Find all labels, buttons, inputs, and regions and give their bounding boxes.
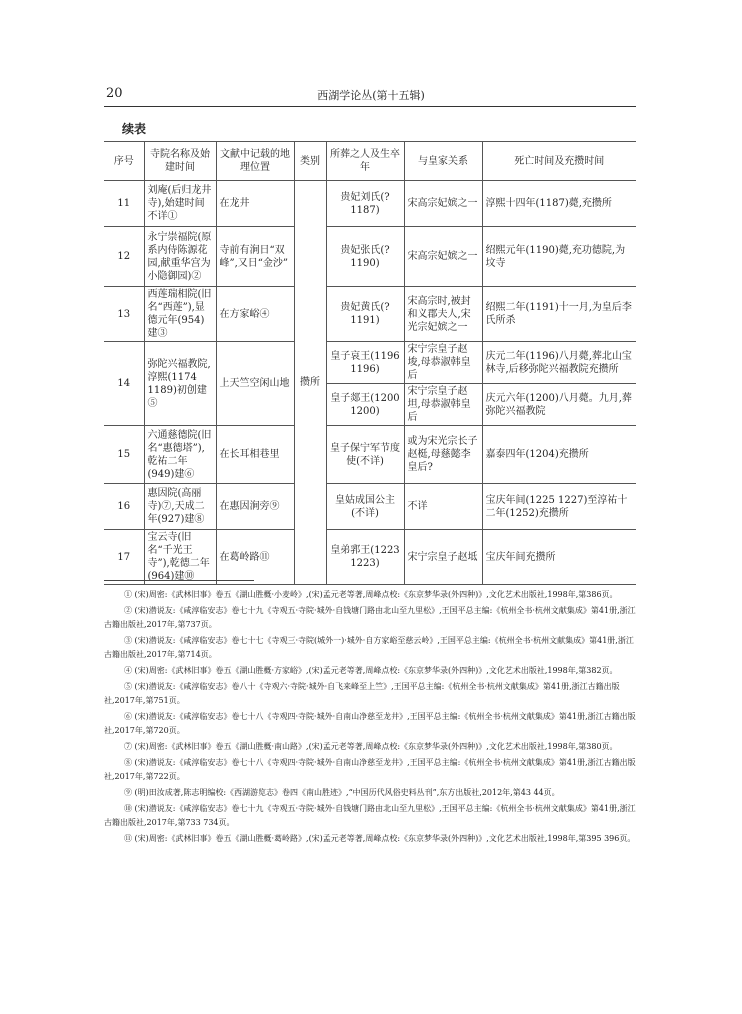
footnote: ⑧ (宋)潜说友:《咸淳临安志》卷七十八《寺观四·寺院·城外·自南山净慈至龙井》,王国平总主编:《杭州全书·杭州文献集成》第41册,浙江古籍出版社,2017年,第722页。 [104, 758, 636, 781]
cell-no: 12 [104, 227, 144, 287]
cell-no: 16 [104, 484, 144, 530]
cell-location: 在葛岭路⑪ [216, 530, 294, 585]
cell-death: 嘉泰四年(1204)充攒所 [482, 426, 636, 484]
cell-temple: 永宁崇福院(原系内侍陈源花园,献重华宫为小隐御园)② [144, 227, 216, 287]
cell-no: 13 [104, 287, 144, 342]
header-category: 类别 [294, 142, 326, 181]
cell-relation: 宋宁宗皇子赵埈,母恭淑韩皇后 [404, 342, 482, 384]
cell-death: 宝庆年间充攒所 [482, 530, 636, 585]
footnote-rule [104, 580, 254, 581]
cell-location: 上天竺空闲山地 [216, 342, 294, 426]
cell-location: 寺前有涧日“双峰”,又日“金沙” [216, 227, 294, 287]
table-header-row [104, 142, 636, 181]
cell-death: 绍熙元年(1190)薨,充功德院,为坟寺 [482, 227, 636, 287]
footnote: ⑨ (明)田汝成著,陈志明编校:《西湖游览志》卷四《南山胜迹》,“中国历代风俗史料丛刊”,东方出版社,2012年,第43 44页。 [124, 788, 560, 797]
cell-relation: 或为宋光宗长子赵梃,母慈懿李皇后? [404, 426, 482, 484]
footnote: ① (宋)周密:《武林旧事》卷五《湖山胜概·小麦岭》,(宋)孟元老等著,周峰点校:《东京梦华录(外四种)》,文化艺术出版社,1998年,第386页。 [124, 590, 618, 599]
cell-temple: 弥陀兴福教院,淳熙(1174 1189)初创建⑤ [144, 342, 216, 426]
header-rule [104, 106, 636, 107]
cell-category: 攒所 [294, 181, 326, 585]
cell-death: 绍熙二年(1191)十一月,为皇后李氏所杀 [482, 287, 636, 342]
footnotes [104, 588, 636, 848]
cell-death: 宝庆年间(1225 1227)至淳祐十二年(1252)充攒所 [482, 484, 636, 530]
cell-temple: 宝云寺(旧名“千光王寺”),乾德二年(964)建⑩ [144, 530, 216, 585]
cell-relation: 宋宁宗皇子赵坻 [404, 530, 482, 585]
cell-buried: 贵妃张氏(? 1190) [326, 227, 404, 287]
header-buried: 所葬之人及生卒年 [326, 142, 404, 181]
continued-label: 续表 [122, 122, 147, 136]
cell-temple: 六通慈德院(旧名“惠德塔”),乾祐二年(949)建⑥ [144, 426, 216, 484]
table-row [104, 530, 636, 585]
table-row [104, 426, 636, 484]
cell-temple: 刘庵(后归龙井寺),始建时间不详① [144, 181, 216, 227]
header-temple: 寺院名称及始建时间 [144, 142, 216, 181]
footnote: ⑪ (宋)周密:《武林旧事》卷五《湖山胜概·葛岭路》,(宋)孟元老等著,周峰点校:《东京梦华录(外四种)》,文化艺术出版社,1998年,第395 396页。 [124, 834, 636, 843]
footnote: ⑩ (宋)潜说友:《咸淳临安志》卷七十九《寺观五·寺院·城外·自钱塘门路由北山至九里松》,王国平总主编:《杭州全书·杭州文献集成》第41册,浙江古籍出版社,2017年,第733 734页。 [104, 804, 636, 827]
header-location: 文献中记载的地理位置 [216, 142, 294, 181]
table-row [104, 484, 636, 530]
cell-death: 庆元六年(1200)八月薨。九月,葬弥陀兴福教院 [482, 384, 636, 426]
header-death: 死亡时间及充攒时间 [482, 142, 636, 181]
cell-buried: 皇子郯王(1200 1200) [326, 384, 404, 426]
cell-buried: 皇姑成国公主(不详) [326, 484, 404, 530]
cell-location: 在龙井 [216, 181, 294, 227]
cell-no: 17 [104, 530, 144, 585]
burial-temple-table [104, 141, 636, 585]
cell-buried: 皇弟郛王(1223 1223) [326, 530, 404, 585]
page-number: 20 [106, 86, 123, 101]
table-row [104, 181, 636, 227]
table-row [104, 287, 636, 342]
footnote: ③ (宋)潜说友:《咸淳临安志》卷七十七《寺观三·寺院(城外一)·城外·自方家峪至慈云岭》,王国平总主编:《杭州全书·杭州文献集成》第41册,浙江古籍出版社,2017年,第714页。 [104, 636, 634, 659]
cell-buried: 贵妃刘氏(? 1187) [326, 181, 404, 227]
cell-location: 在长耳相巷里 [216, 426, 294, 484]
cell-no: 15 [104, 426, 144, 484]
cell-buried: 皇子哀王(1196 1196) [326, 342, 404, 384]
cell-no: 14 [104, 342, 144, 426]
cell-death: 庆元二年(1196)八月薨,葬北山宝林寺,后移弥陀兴福教院充攒所 [482, 342, 636, 384]
cell-relation: 宋高宗妃嫔之一 [404, 181, 482, 227]
cell-death: 淳熙十四年(1187)薨,充攒所 [482, 181, 636, 227]
cell-relation: 不详 [404, 484, 482, 530]
cell-relation: 宋高宗妃嫔之一 [404, 227, 482, 287]
cell-location: 在惠因涧旁⑨ [216, 484, 294, 530]
table-row [104, 342, 636, 384]
footnote: ④ (宋)周密:《武林旧事》卷五《湖山胜概·方家峪》,(宋)孟元老等著,周峰点校:《东京梦华录(外四种)》,文化艺术出版社,1998年,第382页。 [124, 666, 618, 675]
cell-no: 11 [104, 181, 144, 227]
running-head: 西湖学论丛(第十五辑) [317, 89, 425, 102]
cell-relation: 宋高宗时,被封和义郡夫人,宋光宗妃嫔之一 [404, 287, 482, 342]
cell-relation: 宋宁宗皇子赵坦,母恭淑韩皇后 [404, 384, 482, 426]
header-no: 序号 [104, 142, 144, 181]
cell-buried: 贵妃黄氏(? 1191) [326, 287, 404, 342]
cell-location: 在方家峪④ [216, 287, 294, 342]
cell-temple: 西莲瑞相院(旧名“西莲”),显德元年(954)建③ [144, 287, 216, 342]
footnote: ② (宋)潜说友:《咸淳临安志》卷七十九《寺观五·寺院·城外·自钱塘门路由北山至九里松》,王国平总主编:《杭州全书·杭州文献集成》第41册,浙江古籍出版社,2017年,第737页。 [104, 606, 636, 629]
footnote: ⑤ (宋)潜说友:《咸淳临安志》卷八十《寺观六·寺院·城外·自飞来峰至上竺》,王国平总主编:《杭州全书·杭州文献集成》第41册,浙江古籍出版社,2017年,第751页。 [104, 682, 620, 705]
header-relation: 与皇家关系 [404, 142, 482, 181]
footnote: ⑥ (宋)潜说友:《咸淳临安志》卷七十八《寺观四·寺院·城外·自南山净慈至龙井》,王国平总主编:《杭州全书·杭州文献集成》第41册,浙江古籍出版社,2017年,第720页。 [104, 712, 636, 735]
cell-buried: 皇子保宁军节度使(不详) [326, 426, 404, 484]
footnote: ⑦ (宋)周密:《武林旧事》卷五《湖山胜概·南山路》,(宋)孟元老等著,周峰点校:《东京梦华录(外四种)》,文化艺术出版社,1998年,第380页。 [124, 742, 618, 751]
table-row [104, 227, 636, 287]
cell-temple: 惠因院(高丽寺)⑦,天成二年(927)建⑧ [144, 484, 216, 530]
